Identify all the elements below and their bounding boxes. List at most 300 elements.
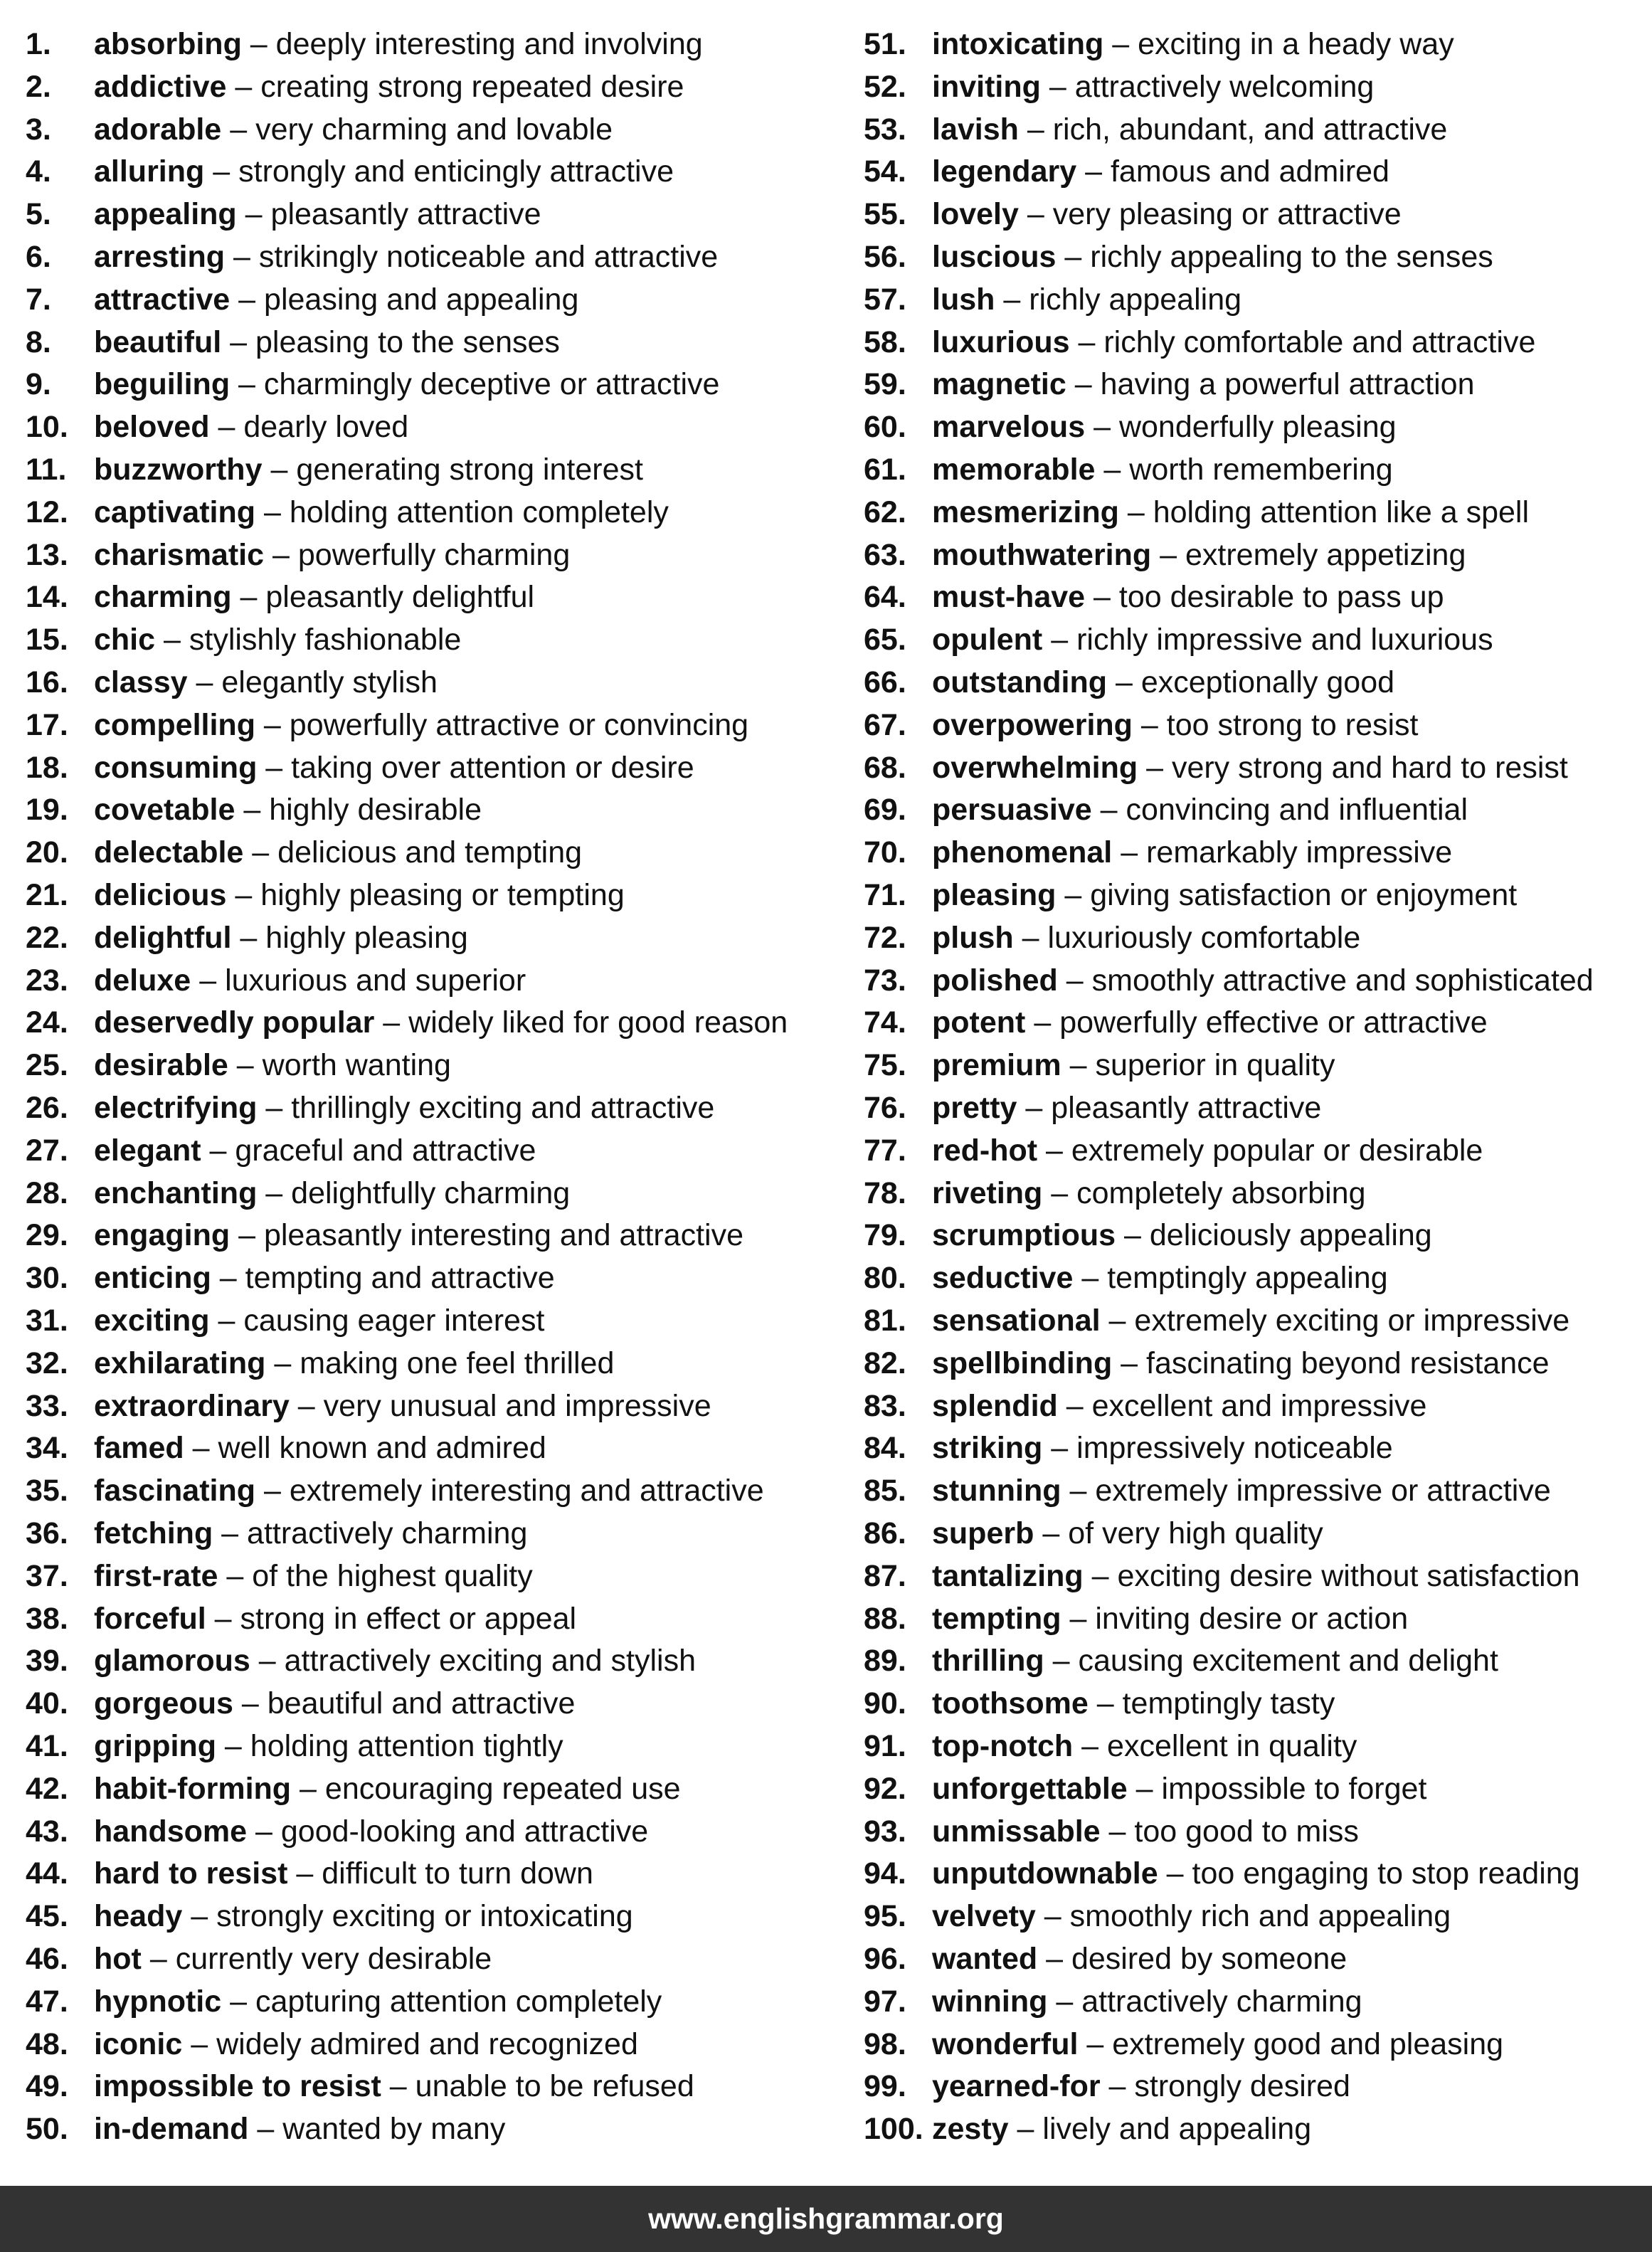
item-separator: – [1064, 878, 1082, 912]
item-number: 53. [864, 112, 906, 147]
item-separator: – [383, 1005, 401, 1040]
item-word: plush [932, 920, 1014, 955]
item-separator: – [1140, 707, 1158, 742]
item-number: 32. [26, 1346, 68, 1380]
item-number: 47. [26, 1984, 68, 2019]
item-definition: making one feel thrilled [300, 1346, 615, 1380]
item-text [94, 1427, 546, 1469]
item-separator: – [1025, 1091, 1043, 1125]
item-text [932, 576, 1444, 618]
item-word: classy [94, 665, 188, 699]
item-word: alluring [94, 154, 205, 189]
item-text [932, 23, 1454, 65]
item-word: charming [94, 580, 232, 615]
item-number: 10. [26, 410, 68, 445]
item-separator: – [1049, 69, 1066, 104]
item-separator: – [1135, 1771, 1153, 1806]
item-word: spellbinding [932, 1346, 1113, 1380]
item-separator: – [252, 835, 270, 870]
item-separator: – [1146, 750, 1163, 785]
item-definition: pleasantly attractive [1051, 1091, 1322, 1125]
item-word: thrilling [932, 1644, 1044, 1679]
item-text [932, 1469, 1551, 1512]
item-definition: extremely appetizing [1185, 537, 1466, 572]
item-definition: smoothly rich and appealing [1069, 1899, 1451, 1934]
item-text [932, 1299, 1569, 1342]
item-separator: – [1017, 2112, 1034, 2147]
item-definition: lively and appealing [1042, 2112, 1312, 2147]
item-number: 78. [864, 1175, 906, 1210]
item-definition: of the highest quality [252, 1558, 533, 1593]
item-number: 97. [864, 1984, 906, 2019]
item-number: 89. [864, 1644, 906, 1679]
item-number: 79. [864, 1218, 906, 1253]
item-text [94, 448, 643, 491]
item-word: striking [932, 1431, 1043, 1466]
item-number: 49. [26, 2069, 68, 2104]
item-number: 81. [864, 1304, 906, 1338]
item-word: impossible to resist [94, 2069, 381, 2104]
item-separator: – [1108, 2069, 1126, 2104]
item-separator: – [230, 324, 248, 359]
item-definition: strikingly noticeable and attractive [258, 240, 719, 274]
item-separator: – [1094, 580, 1111, 615]
item-word: pretty [932, 1091, 1017, 1125]
item-definition: impressively noticeable [1076, 1431, 1393, 1466]
item-separator: – [263, 707, 281, 742]
item-text [932, 1597, 1408, 1640]
item-definition: beautiful and attractive [267, 1686, 576, 1721]
item-word: deservedly popular [94, 1005, 375, 1040]
item-definition: extremely exciting or impressive [1134, 1304, 1570, 1338]
item-word: exhilarating [94, 1346, 266, 1380]
item-word: handsome [94, 1814, 248, 1849]
item-number: 23. [26, 963, 68, 998]
item-separator: – [243, 793, 261, 828]
footer-website-link[interactable]: www.englishgrammar.org [648, 2202, 1004, 2235]
item-separator: – [191, 2026, 208, 2061]
item-separator: – [1046, 1942, 1064, 1976]
item-word: beautiful [94, 324, 222, 359]
item-definition: strong in effect or appeal [240, 1601, 577, 1636]
item-word: electrifying [94, 1091, 258, 1125]
item-separator: – [1096, 1686, 1114, 1721]
item-separator: – [218, 410, 235, 445]
item-word: marvelous [932, 410, 1086, 445]
item-word: magnetic [932, 367, 1066, 402]
item-word: top-notch [932, 1729, 1074, 1763]
item-word: arresting [94, 240, 226, 274]
item-word: iconic [94, 2026, 183, 2061]
item-separator: – [1108, 1814, 1126, 1849]
item-separator: – [265, 1175, 283, 1210]
item-definition: creating strong repeated desire [260, 69, 684, 104]
item-number: 86. [864, 1516, 906, 1550]
item-text [94, 1044, 451, 1087]
item-separator: – [1103, 453, 1121, 487]
item-text [94, 1938, 492, 1980]
item-definition: extremely good and pleasing [1112, 2026, 1504, 2061]
item-separator: – [1066, 963, 1084, 998]
item-separator: – [230, 1984, 248, 2019]
item-definition: pleasing to the senses [255, 324, 560, 359]
item-number: 22. [26, 920, 68, 955]
item-word: chic [94, 623, 156, 657]
item-text [94, 1639, 696, 1682]
item-text [932, 491, 1529, 534]
item-word: enticing [94, 1261, 211, 1296]
item-separator: – [164, 623, 181, 657]
item-word: captivating [94, 495, 255, 529]
item-word: habit-forming [94, 1771, 292, 1806]
item-definition: holding attention like a spell [1153, 495, 1530, 529]
item-separator: – [230, 112, 248, 147]
item-number: 25. [26, 1048, 68, 1083]
item-definition: desired by someone [1071, 1942, 1347, 1976]
item-definition: unable to be refused [415, 2069, 694, 2104]
item-definition: worth remembering [1129, 453, 1393, 487]
item-text [932, 618, 1493, 661]
item-text [94, 23, 703, 65]
item-number: 43. [26, 1814, 68, 1849]
item-number: 61. [864, 453, 906, 487]
item-number: 87. [864, 1558, 906, 1593]
item-word: lavish [932, 112, 1019, 147]
item-number: 56. [864, 240, 906, 274]
item-number: 18. [26, 750, 68, 785]
item-separator: – [1100, 793, 1118, 828]
item-definition: excellent in quality [1107, 1729, 1357, 1763]
item-separator: – [258, 1644, 276, 1679]
item-definition: richly appealing to the senses [1090, 240, 1493, 274]
item-text [932, 108, 1447, 151]
item-word: enchanting [94, 1175, 258, 1210]
item-definition: superior in quality [1095, 1048, 1335, 1083]
item-definition: wanted by many [282, 2112, 506, 2147]
item-separator: – [238, 1218, 255, 1253]
item-number: 62. [864, 495, 906, 529]
item-word: intoxicating [932, 27, 1104, 61]
item-separator: – [1022, 920, 1039, 955]
item-word: yearned-for [932, 2069, 1101, 2104]
item-number: 88. [864, 1601, 906, 1636]
item-definition: graceful and attractive [235, 1133, 536, 1168]
item-separator: – [1069, 1474, 1087, 1508]
item-separator: – [1081, 1729, 1099, 1763]
item-word: superb [932, 1516, 1034, 1550]
item-definition: deeply interesting and involving [275, 27, 703, 61]
item-number: 46. [26, 1942, 68, 1976]
item-text [932, 1257, 1388, 1299]
item-definition: attractively charming [247, 1516, 528, 1550]
item-separator: – [1051, 1431, 1069, 1466]
item-definition: difficult to turn down [322, 1856, 593, 1891]
item-text [94, 2065, 694, 2108]
item-separator: – [300, 1771, 317, 1806]
item-separator: – [1046, 1133, 1063, 1168]
item-text [94, 1682, 575, 1725]
item-definition: exciting in a heady way [1138, 27, 1454, 61]
item-number: 4. [26, 154, 51, 189]
item-separator: – [236, 1048, 254, 1083]
item-separator: – [1044, 1899, 1061, 1934]
item-text [94, 746, 694, 789]
item-separator: – [209, 1133, 227, 1168]
item-number: 100. [864, 2112, 923, 2147]
item-text [94, 874, 625, 916]
item-text [932, 1044, 1335, 1087]
item-number: 14. [26, 580, 68, 615]
item-number: 40. [26, 1686, 68, 1721]
item-text [932, 278, 1241, 321]
item-text [932, 1810, 1359, 1853]
item-number: 90. [864, 1686, 906, 1721]
item-definition: generating strong interest [296, 453, 643, 487]
item-definition: inviting desire or action [1095, 1601, 1409, 1636]
item-number: 34. [26, 1431, 68, 1466]
item-number: 33. [26, 1388, 68, 1423]
item-word: delightful [94, 920, 232, 955]
item-text [932, 661, 1394, 704]
item-word: hot [94, 1942, 142, 1976]
item-text [94, 2108, 505, 2150]
item-number: 96. [864, 1942, 906, 1976]
item-definition: well known and admired [218, 1431, 546, 1466]
item-text [932, 1852, 1580, 1895]
item-number: 24. [26, 1005, 68, 1040]
item-word: glamorous [94, 1644, 250, 1679]
item-separator: – [1112, 27, 1130, 61]
item-number: 59. [864, 367, 906, 402]
item-separator: – [270, 453, 288, 487]
item-text [932, 1087, 1321, 1129]
item-number: 1. [26, 27, 51, 61]
item-number: 7. [26, 282, 51, 317]
item-text [94, 236, 718, 278]
item-number: 69. [864, 793, 906, 828]
item-definition: highly desirable [269, 793, 482, 828]
item-text [94, 1087, 714, 1129]
item-definition: deliciously appealing [1149, 1218, 1432, 1253]
item-text [94, 1214, 743, 1257]
item-definition: causing eager interest [243, 1304, 545, 1338]
item-word: mouthwatering [932, 537, 1152, 572]
item-number: 83. [864, 1388, 906, 1423]
item-definition: too engaging to stop reading [1192, 1856, 1580, 1891]
item-separator: – [1069, 1601, 1087, 1636]
item-word: heady [94, 1899, 183, 1934]
item-number: 85. [864, 1474, 906, 1508]
item-definition: temptingly appealing [1107, 1261, 1388, 1296]
item-definition: extremely popular or desirable [1071, 1133, 1483, 1168]
item-separator: – [233, 240, 250, 274]
item-definition: elegantly stylish [221, 665, 438, 699]
item-number: 15. [26, 623, 68, 657]
item-number: 6. [26, 240, 51, 274]
item-word: legendary [932, 154, 1077, 189]
item-number: 75. [864, 1048, 906, 1083]
item-text [932, 1214, 1432, 1257]
item-word: luxurious [932, 324, 1070, 359]
item-separator: – [1042, 1516, 1060, 1550]
item-text [94, 108, 613, 151]
item-definition: highly pleasing [265, 920, 468, 955]
item-definition: widely liked for good reason [408, 1005, 788, 1040]
item-definition: too good to miss [1134, 1814, 1359, 1849]
item-definition: attractively charming [1081, 1984, 1362, 2019]
item-text [932, 1172, 1365, 1215]
item-number: 50. [26, 2112, 68, 2147]
item-separator: – [1127, 495, 1145, 529]
item-text [932, 1555, 1580, 1597]
item-text [932, 1767, 1426, 1810]
item-number: 13. [26, 537, 68, 572]
item-word: overwhelming [932, 750, 1138, 785]
item-number: 21. [26, 878, 68, 912]
item-number: 19. [26, 793, 68, 828]
item-text [94, 831, 582, 874]
item-definition: holding attention completely [289, 495, 669, 529]
item-separator: – [255, 1814, 272, 1849]
item-word: toothsome [932, 1686, 1089, 1721]
item-word: lovely [932, 197, 1019, 232]
item-number: 63. [864, 537, 906, 572]
item-definition: excellent and impressive [1091, 1388, 1427, 1423]
item-separator: – [1094, 410, 1111, 445]
item-separator: – [1074, 367, 1092, 402]
item-text [932, 150, 1389, 193]
item-word: persuasive [932, 793, 1092, 828]
item-separator: – [149, 1942, 167, 1976]
item-separator: – [218, 1304, 235, 1338]
item-text [94, 534, 570, 576]
item-definition: powerfully attractive or convincing [289, 707, 749, 742]
item-number: 17. [26, 707, 68, 742]
item-word: compelling [94, 707, 255, 742]
item-word: hypnotic [94, 1984, 222, 2019]
item-word: fetching [94, 1516, 213, 1550]
item-text [94, 65, 684, 108]
item-definition: strongly and enticingly attractive [238, 154, 674, 189]
item-definition: delicious and tempting [277, 835, 583, 870]
item-text [94, 1725, 563, 1767]
item-number: 35. [26, 1474, 68, 1508]
item-separator: – [224, 1729, 242, 1763]
item-text [94, 491, 669, 534]
item-separator: – [238, 282, 256, 317]
item-text [932, 2065, 1350, 2108]
item-number: 37. [26, 1558, 68, 1593]
item-word: appealing [94, 197, 237, 232]
item-word: consuming [94, 750, 258, 785]
item-text [932, 1938, 1347, 1980]
item-word: engaging [94, 1218, 231, 1253]
item-definition: remarkably impressive [1146, 835, 1453, 870]
item-definition: very pleasing or attractive [1052, 197, 1402, 232]
item-word: must-have [932, 580, 1086, 615]
item-number: 51. [864, 27, 906, 61]
item-separator: – [297, 1388, 315, 1423]
item-separator: – [1115, 665, 1133, 699]
item-definition: luxurious and superior [225, 963, 526, 998]
item-word: pleasing [932, 878, 1057, 912]
item-separator: – [1051, 1175, 1069, 1210]
item-number: 54. [864, 154, 906, 189]
item-word: winning [932, 1984, 1048, 2019]
item-definition: famous and admired [1110, 154, 1389, 189]
item-definition: of very high quality [1068, 1516, 1323, 1550]
item-number: 55. [864, 197, 906, 232]
item-separator: – [221, 1516, 239, 1550]
item-word: unmissable [932, 1814, 1101, 1849]
item-text [932, 916, 1360, 959]
item-separator: – [272, 537, 290, 572]
item-word: first-rate [94, 1558, 218, 1593]
item-number: 48. [26, 2026, 68, 2061]
item-text [94, 150, 674, 193]
item-number: 76. [864, 1091, 906, 1125]
item-number: 73. [864, 963, 906, 998]
item-text [94, 1555, 533, 1597]
item-number: 72. [864, 920, 906, 955]
item-definition: very charming and lovable [255, 112, 613, 147]
item-definition: powerfully charming [297, 537, 571, 572]
item-definition: charmingly deceptive or attractive [263, 367, 720, 402]
item-definition: delightfully charming [291, 1175, 571, 1210]
item-word: polished [932, 963, 1058, 998]
item-separator: – [1051, 623, 1069, 657]
item-number: 30. [26, 1261, 68, 1296]
item-separator: – [235, 69, 253, 104]
item-word: charismatic [94, 537, 265, 572]
item-definition: dearly loved [243, 410, 409, 445]
item-definition: smoothly attractive and sophisticated [1091, 963, 1594, 998]
item-text [94, 1597, 576, 1640]
item-word: unforgettable [932, 1771, 1128, 1806]
item-text [94, 1980, 662, 2023]
item-number: 8. [26, 324, 51, 359]
item-definition: richly appealing [1029, 282, 1242, 317]
item-text [932, 406, 1397, 448]
item-definition: highly pleasing or tempting [260, 878, 625, 912]
item-separator: – [265, 1091, 283, 1125]
item-definition: completely absorbing [1076, 1175, 1366, 1210]
item-word: red-hot [932, 1133, 1038, 1168]
item-number: 20. [26, 835, 68, 870]
item-text [94, 1342, 614, 1385]
item-separator: – [1124, 1218, 1141, 1253]
item-word: opulent [932, 623, 1043, 657]
item-word: absorbing [94, 27, 242, 61]
item-text [932, 534, 1466, 576]
item-separator: – [1091, 1558, 1109, 1593]
item-number: 77. [864, 1133, 906, 1168]
item-word: gripping [94, 1729, 216, 1763]
item-number: 65. [864, 623, 906, 657]
item-separator: – [1166, 1856, 1184, 1891]
item-text [94, 321, 560, 364]
item-word: premium [932, 1048, 1061, 1083]
item-definition: attractively welcoming [1074, 69, 1375, 104]
item-word: tempting [932, 1601, 1061, 1636]
item-text [94, 2023, 638, 2066]
item-number: 70. [864, 835, 906, 870]
item-separator: – [1121, 1346, 1138, 1380]
item-text [94, 1852, 593, 1895]
item-number: 67. [864, 707, 906, 742]
item-number: 94. [864, 1856, 906, 1891]
item-word: mesmerizing [932, 495, 1119, 529]
